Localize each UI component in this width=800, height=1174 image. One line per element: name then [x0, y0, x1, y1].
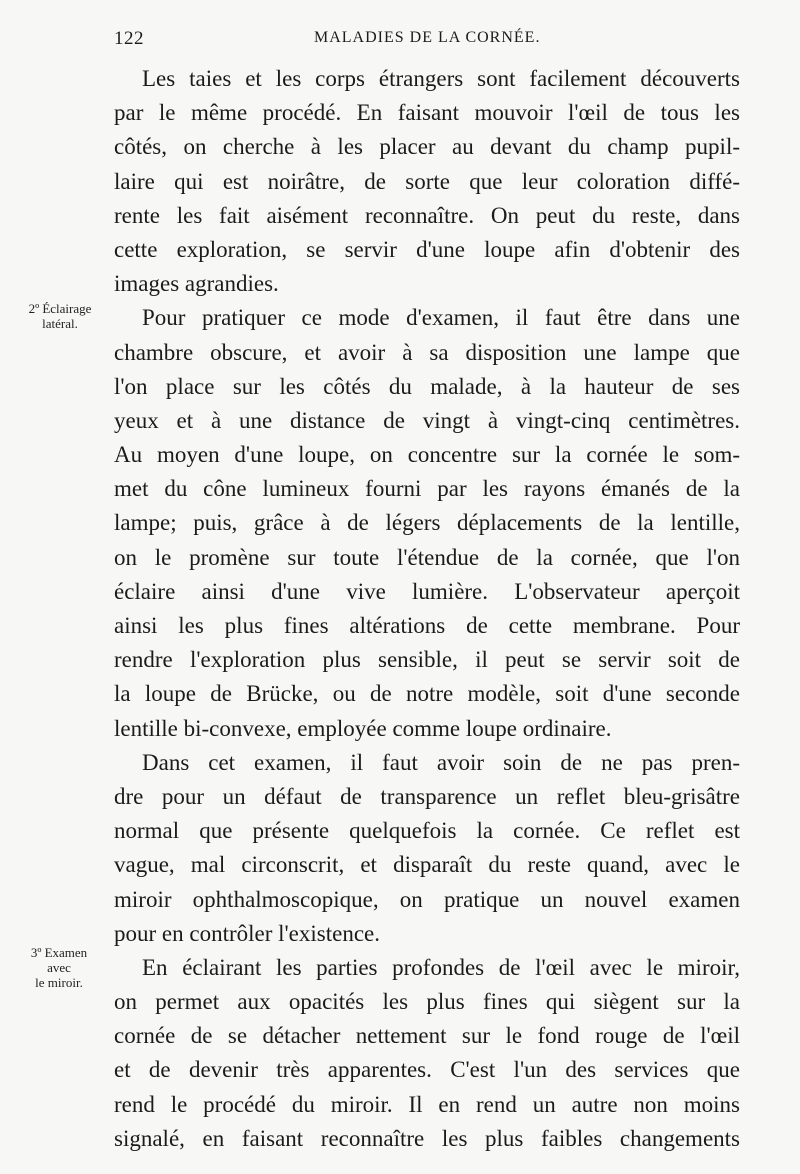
margin-note-lateral-lighting	[18, 301, 102, 331]
margin-note-line: le miroir.	[35, 975, 83, 990]
text-line: ainsi les plus fines altérations de cette membrane. Pour	[114, 613, 740, 638]
text-line: rend le procédé du miroir. Il en rend un autre non moins	[114, 1091, 740, 1117]
text-line: dre pour un défaut de transparence un reflet bleu-grisâtre	[114, 783, 740, 809]
text-line: yeux et à une distance de vingt à vingt-cinq centimètres.	[114, 407, 740, 433]
text-line: l'on place sur les côtés du malade, à la hauteur de ses	[114, 373, 740, 399]
text-line: miroir ophthalmoscopique, on pratique un nouvel examen	[114, 886, 740, 912]
text-line: met du cône lumineux fourni par les rayons émanés de la	[114, 476, 740, 502]
text-line: Au moyen d'une loupe, on concentre sur la cornée le som-	[114, 442, 740, 468]
page-number: 122	[114, 28, 144, 49]
text-line: côtés, on cherche à les placer au devant du champ pupil-	[114, 134, 740, 160]
text-line: laire qui est noirâtre, de sorte que leur coloration diffé-	[114, 168, 740, 194]
margin-note-mirror-exam	[16, 945, 102, 990]
text-line: images agrandies.	[114, 271, 279, 297]
page-header	[114, 28, 740, 54]
text-line: la loupe de Brücke, ou de notre modèle, soit d'une seconde	[114, 681, 740, 707]
text-line: on le promène sur toute l'étendue de la cornée, que l'on	[114, 544, 740, 570]
running-title: MALADIES DE LA CORNÉE.	[314, 29, 541, 46]
text-line: rente les fait aisément reconnaître. On peut du reste, dans	[114, 202, 740, 228]
text-line: vague, mal circonscrit, et disparaît du reste quand, avec le	[114, 852, 740, 878]
text-line: cornée de se détacher nettement sur le fond rouge de l'œil	[114, 1023, 740, 1049]
text-line: Les taies et les corps étrangers sont facilement découverts	[142, 66, 740, 91]
text-line: rendre l'exploration plus sensible, il peut se servir soit de	[114, 647, 740, 673]
text-line: Pour pratiquer ce mode d'examen, il faut être dans une	[142, 305, 740, 331]
text-line: pour en contrôler l'existence.	[114, 920, 380, 946]
text-line: on permet aux opacités les plus fines qui siègent sur la	[114, 989, 740, 1015]
margin-note-line: avec	[47, 960, 71, 975]
margin-note-line: latéral.	[42, 316, 78, 331]
margin-note-line: 2º Éclairage	[28, 301, 92, 316]
text-line: par le même procédé. En faisant mouvoir l'œil de tous les	[114, 100, 740, 126]
text-line: En éclairant les parties profondes de l'œil avec le miroir,	[142, 954, 740, 980]
text-line: éclaire ainsi d'une vive lumière. L'observateur aperçoit	[114, 578, 740, 604]
text-line: et de devenir très apparentes. C'est l'un des services que	[114, 1057, 740, 1083]
margin-note-line: 3º Examen	[30, 945, 88, 960]
text-line: lentille bi-convexe, employée comme loupe ordinaire.	[114, 715, 612, 741]
text-line: signalé, en faisant reconnaître les plus faibles changements	[114, 1125, 740, 1151]
text-line: chambre obscure, et avoir à sa disposition une lampe que	[114, 339, 740, 365]
text-line: lampe; puis, grâce à de légers déplacements de la lentille,	[114, 510, 740, 536]
text-line: normal que présente quelquefois la cornée. Ce reflet est	[114, 818, 740, 844]
body-text	[114, 62, 740, 1156]
text-line: cette exploration, se servir d'une loupe afin d'obtenir des	[114, 236, 740, 262]
text-line: Dans cet examen, il faut avoir soin de ne pas pren-	[142, 749, 740, 775]
